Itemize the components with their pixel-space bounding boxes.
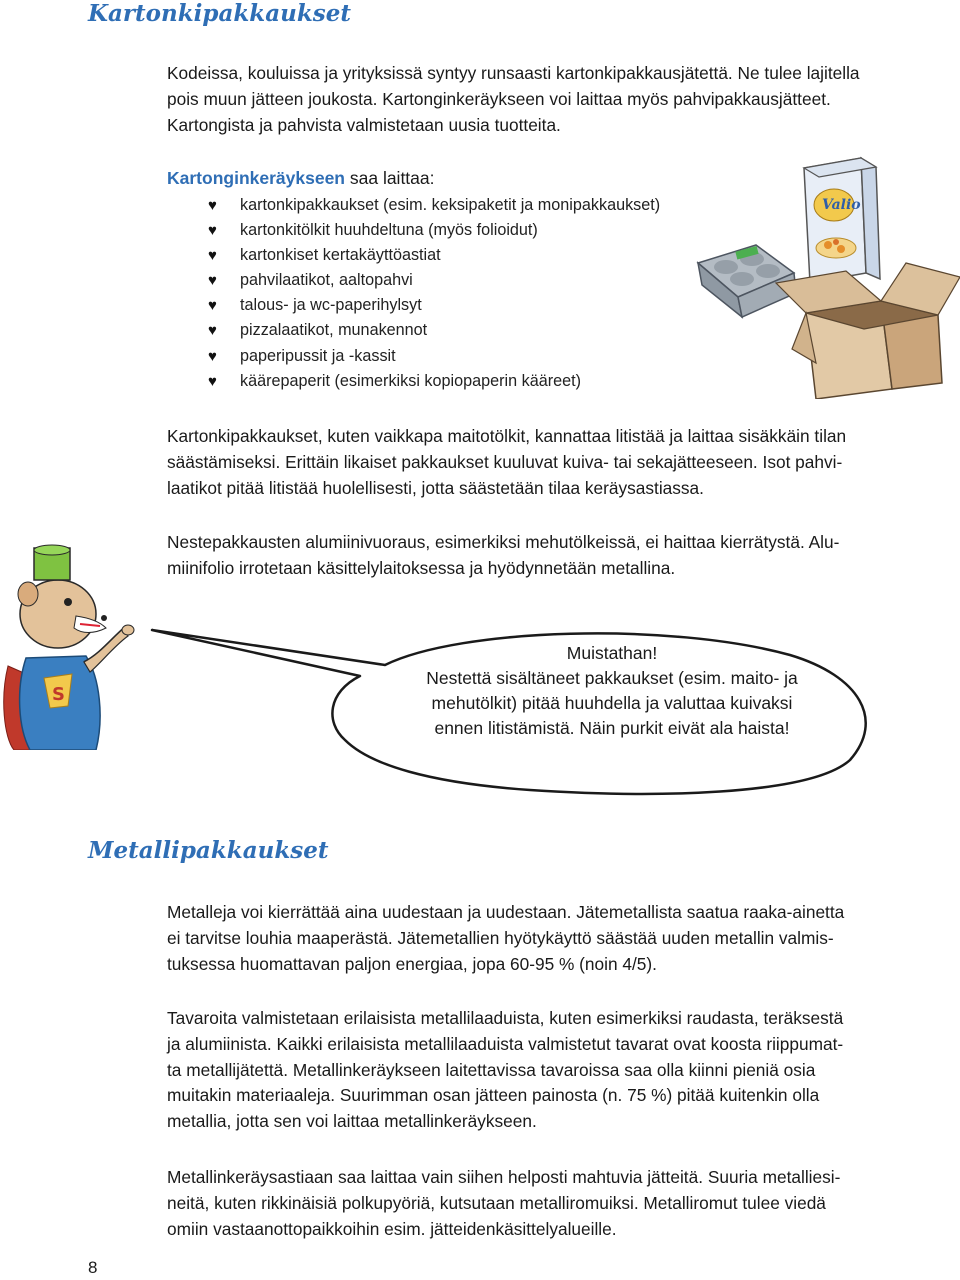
list-item-text: kartonkitölkit huuhdeltuna (myös folioidut) (240, 221, 538, 240)
kartonki-paragraph-3 (167, 530, 839, 582)
text-line: omiin vastaanottopaikkoihin esim. jätteidenkäsittelyalueille. (167, 1218, 617, 1239)
page-number: 8 (88, 1258, 98, 1277)
list-item (168, 193, 660, 218)
kartonki-list (168, 193, 660, 394)
text-line: ta metallijätettä. Metallinkeräykseen laitettavissa tavaroissa saa olla kiinni pieniä osia (167, 1059, 816, 1080)
text-line: miinifolio irrotetaan käsittelylaitoksessa ja hyödynnetään metallina. (167, 557, 676, 578)
text-line: säästämiseksi. Erittäin likaiset pakkaukset kuuluvat kuiva- tai sekajätteeseen. Isot pahvi- (167, 451, 843, 472)
list-item (168, 369, 660, 394)
list-item (168, 218, 660, 243)
kartonki-intro (167, 61, 860, 138)
text-line: Metallinkeräysastiaan saa laittaa vain siihen helposti mahtuvia jätteitä. Suuria metalliesi- (167, 1167, 841, 1187)
heart-icon: ♥ (208, 247, 217, 265)
text-line: Kodeissa, kouluissa ja yrityksissä syntyy runsaasti kartonkipakkausjätettä. Ne tulee lajitella (167, 63, 860, 83)
text-line: Metalleja voi kierrättää aina uudestaan ja uudestaan. Jätemetallista saatua raaka-ainetta (167, 902, 845, 922)
text-line: metallia, jotta sen voi laittaa metallinkeräykseen. (167, 1111, 537, 1132)
list-item-text: kartonkipakkaukset (esim. keksipaketit ja monipakkaukset) (240, 196, 661, 214)
list-item-text: pahvilaatikot, aaltopahvi (240, 271, 413, 290)
text-line: pois muun jätteen joukosta. Kartonginkeräykseen voi laittaa myös pahvipakkausjätteet. (167, 88, 831, 109)
section-title-metalli: Metallipakkaukset (88, 837, 329, 864)
kartonki-paragraph-2 (167, 424, 846, 501)
list-item-text: paperipussit ja -kassit (240, 346, 396, 365)
cardboard-packages-illustration (676, 153, 960, 399)
list-item (168, 243, 660, 268)
list-item (168, 268, 660, 293)
text-line: muitakin materiaaleja. Suurimman osan jätteen painosta (n. 75 %) pitää kuitenkin olla (167, 1085, 820, 1106)
metalli-paragraph-2 (167, 1006, 843, 1135)
svg-text:S: S (52, 684, 65, 705)
bubble-content (352, 641, 872, 741)
metalli-paragraph-1 (167, 900, 844, 977)
text-line: laatikot pitää litistää huolellisesti, jotta säästetään tilaa keräysastiassa. (167, 477, 704, 498)
package-label: Valio (822, 197, 861, 213)
list-item (168, 293, 660, 318)
bubble-line: ennen litistämistä. Näin purkit eivät ala haista! (434, 718, 790, 738)
list-item-text: pizzalaatikot, munakennot (240, 321, 428, 340)
list-heading-rest: saa laittaa: (345, 168, 435, 188)
bubble-line: mehutölkit) pitää huuhdella ja valuttaa kuivaksi (431, 693, 793, 713)
heart-icon: ♥ (208, 297, 217, 315)
heart-icon: ♥ (208, 272, 217, 290)
bubble-line: Muistathan! (566, 643, 658, 663)
list-item (168, 318, 660, 343)
list-item-text: kartonkiset kertakäyttöastiat (240, 246, 441, 265)
heart-icon: ♥ (208, 222, 217, 240)
text-line: ei tarvitse louhia maaperästä. Jätemetallien hyötykäyttö säästää uuden metallin valmis- (167, 927, 834, 948)
heart-icon: ♥ (208, 322, 217, 340)
text-line: Kartongista ja pahvista valmistetaan uusia tuotteita. (167, 114, 561, 135)
heart-icon: ♥ (208, 372, 217, 390)
section-title-kartonki: Kartonkipakkaukset (88, 0, 351, 27)
heart-icon: ♥ (208, 197, 217, 214)
text-line: Tavaroita valmistetaan erilaisista metallilaaduista, kuten esimerkiksi raudasta, teräksestä (167, 1008, 844, 1028)
text-line: neitä, kuten rikkinäisiä polkupyöriä, kutsutaan metalliromuiksi. Metalliromut tulee viedä (167, 1192, 826, 1213)
text-line: Nestepakkausten alumiinivuoraus, esimerkiksi mehutölkeissä, ei haittaa kierrätystä. Alu- (167, 532, 840, 552)
list-item-text: käärepaperit (esimerkiksi kopiopaperin kääreet) (240, 371, 581, 390)
list-heading (167, 168, 435, 189)
list-heading-bold: Kartonginkeräykseen (167, 168, 345, 188)
bubble-line: Nestettä sisältäneet pakkaukset (esim. maito- ja (426, 668, 798, 688)
metalli-paragraph-3 (167, 1165, 840, 1242)
heart-icon: ♥ (208, 347, 217, 365)
text-line: Kartonkipakkaukset, kuten vaikkapa maitotölkit, kannattaa litistää ja laittaa sisäkkäin tilan (167, 426, 847, 446)
mascot-illustration (0, 538, 150, 750)
text-line: ja alumiinista. Kaikki erilaisista metallilaaduista valmistetut tavarat ovat koosta riippumat- (167, 1033, 844, 1054)
list-item-text: talous- ja wc-paperihylsyt (240, 296, 422, 315)
list-item (168, 344, 660, 369)
text-line: tuksessa huomattavan paljon energiaa, jopa 60-95 % (noin 4/5). (167, 953, 657, 974)
